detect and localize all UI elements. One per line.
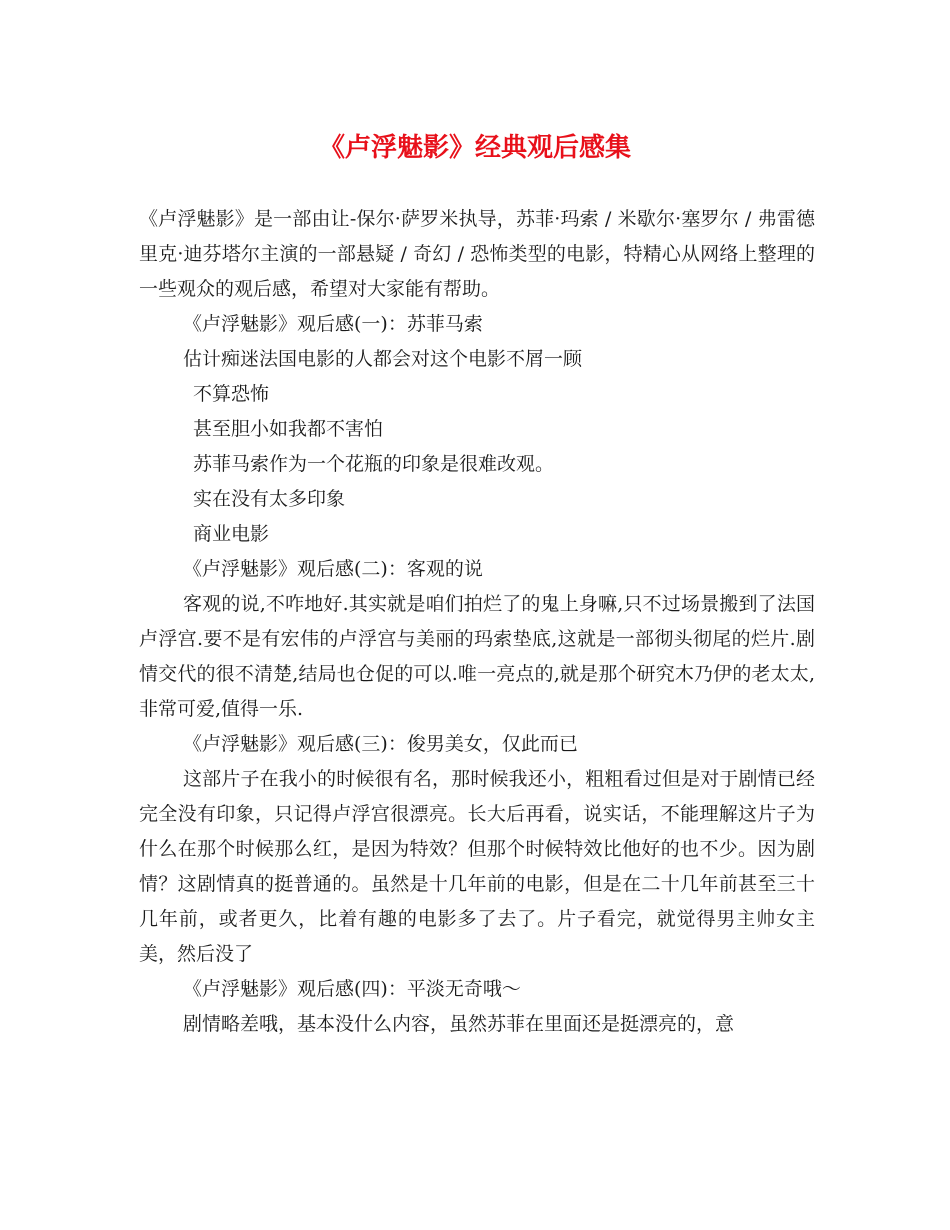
review-heading: 《卢浮魅影》观后感(一)：苏菲马索 — [183, 313, 483, 335]
paragraph: 剧情略差哦，基本没什么内容，虽然苏菲在里面还是挺漂亮的，意 — [183, 1013, 735, 1035]
review-heading: 《卢浮魅影》观后感(四)：平淡无奇哦～ — [183, 978, 521, 1000]
review-heading: 《卢浮魅影》观后感(三)：俊男美女，仅此而已 — [183, 733, 578, 755]
paragraph: 不算恐怖 — [193, 383, 270, 405]
paragraph: 苏菲马索作为一个花瓶的印象是很难改观。 — [193, 453, 555, 475]
paragraph: 估计痴迷法国电影的人都会对这个电影不屑一顾 — [183, 348, 583, 370]
paragraph: 客观的说,不咋地好.其实就是咱们拍烂了的鬼上身嘛,只不过场景搬到了法国卢浮宫.要不是有宏伟的卢浮宫与美丽的玛索垫底,这就是一部彻头彻尾的烂片.剧情交代的很不清楚,结局也仓促的可以.唯一亮点的,就是那个研究木乃伊的老太太,非常可爱,值得一乐. — [139, 593, 815, 720]
document-title: 《卢浮魅影》经典观后感集 — [318, 133, 631, 163]
paragraph: 商业电影 — [193, 523, 270, 545]
paragraph: 实在没有太多印象 — [193, 488, 346, 510]
paragraph: 甚至胆小如我都不害怕 — [193, 418, 384, 440]
paragraph: 这部片子在我小的时候很有名，那时候我还小，粗粗看过但是对于剧情已经完全没有印象，只记得卢浮宫很漂亮。长大后再看，说实话，不能理解这片子为什么在那个时候那么红，是因为特效？但那个时候特效比他好的也不少。因为剧情？这剧情真的挺普通的。虽然是十几年前的电影，但是在二十几年前甚至三十几年前，或者更久，比着有趣的电影多了去了。片子看完，就觉得男主帅女主美，然后没了 — [139, 768, 815, 965]
review-heading: 《卢浮魅影》观后感(二)：客观的说 — [183, 558, 483, 580]
document-body — [139, 202, 815, 1042]
intro-paragraph: 《卢浮魅影》是一部由让-保尔·萨罗米执导，苏菲·玛索 / 米歇尔·塞罗尔 / 弗雷德里克·迪芬塔尔主演的一部悬疑 / 奇幻 / 恐怖类型的电影，特精心从网络上整理的一些观众的观后感，希望对大家能有帮助。 — [139, 208, 815, 300]
